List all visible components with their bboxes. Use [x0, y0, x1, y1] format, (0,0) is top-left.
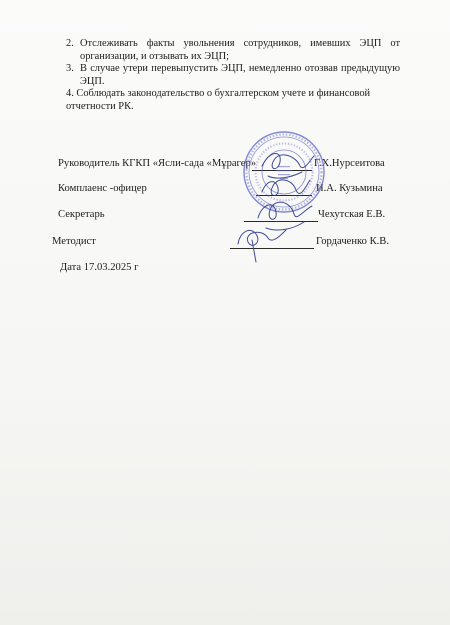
list-item-number: 4.	[66, 88, 74, 100]
list-item-number: 2.	[66, 38, 74, 49]
list-item-text: В случае утери перевыпустить ЭЦП, немедленно отозвав предыдущую ЭЦП.	[80, 63, 400, 87]
list-item-text: Отслеживать факты увольнения сотрудников, имевших ЭЦП от организации, и отзывать их ЭЦП;	[80, 38, 400, 62]
signature-role-methodist: Методист	[52, 236, 96, 247]
list-item-text-line: отчетности РК.	[66, 100, 134, 112]
list-item	[66, 63, 400, 88]
signature-line	[244, 221, 318, 222]
list-item-number: 3.	[66, 63, 74, 75]
signature-name-director: Г.Х.Нурсеитова	[314, 158, 385, 169]
task-list	[66, 38, 400, 114]
signature-name-compliance: И.А. Кузьмина	[316, 183, 383, 194]
document-date: Дата 17.03.2025 г	[60, 262, 139, 273]
signature-name-methodist: Гордаченко К.В.	[316, 236, 389, 247]
signature-role-secretary: Секретарь	[58, 209, 105, 220]
signature-name-secretary: Чехутская Е.В.	[318, 209, 386, 220]
signature-role-director: Руководитель КГКП «Ясли-сада «Мұрагер»	[58, 158, 257, 169]
signature-line	[230, 248, 314, 249]
seal-stamp	[242, 130, 326, 214]
list-item-text-continued	[66, 101, 400, 114]
list-item	[66, 38, 400, 63]
signature-role-compliance: Комплаенс -офицер	[58, 183, 147, 194]
list-item-text: Соблюдать законодательство о бухгалтерском учете и финансовой	[76, 88, 371, 100]
list-item	[66, 88, 400, 113]
